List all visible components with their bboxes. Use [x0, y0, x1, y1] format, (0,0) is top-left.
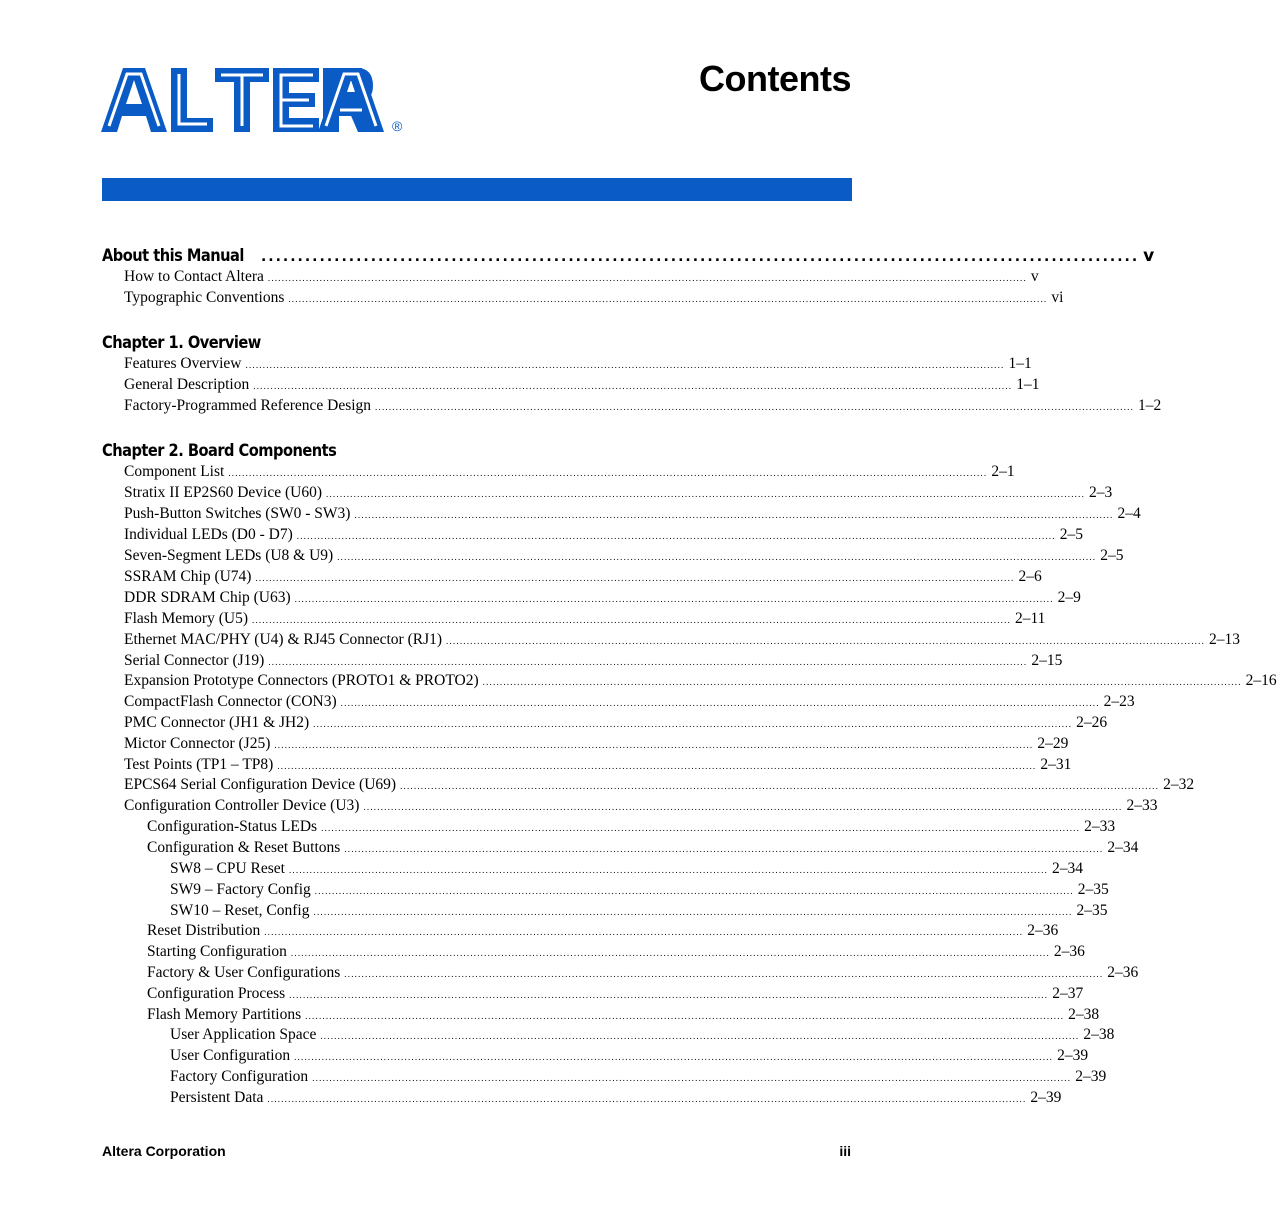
toc-entry-page: 2–35 [1077, 881, 1109, 898]
toc-entry-page: 2–39 [1030, 1089, 1062, 1106]
toc-dot-leader: ............................................................................................................................................................................................................................ [264, 927, 1024, 937]
toc-entry-page: 2–38 [1083, 1026, 1115, 1043]
toc-dot-leader: ............................................................................................................................................................................................................................ [288, 294, 1048, 304]
toc-entry-title: Configuration Process [147, 985, 286, 1002]
toc-entry[interactable] [170, 902, 1108, 923]
toc-entry[interactable] [124, 505, 1141, 526]
toc-entry[interactable] [124, 735, 1069, 756]
toc-dot-leader: ............................................................................................................................................................................................................................ [321, 823, 1081, 833]
toc-entry-page: 2–35 [1076, 902, 1108, 919]
toc-entry-page: 2–23 [1103, 693, 1135, 710]
toc-entry-title: Individual LEDs (D0 - D7) [124, 526, 293, 543]
toc-dot-leader: ............................................................................................................................................................................................................................ [267, 273, 1027, 283]
page-title: Contents [699, 58, 851, 99]
toc-entry-title: Reset Distribution [147, 922, 261, 939]
toc-entry[interactable] [147, 839, 1139, 860]
toc-dot-leader: ............................................................................................................................................................................................................................ [268, 657, 1028, 667]
toc-entry[interactable] [124, 397, 1162, 418]
toc-dot-leader: ............................................................................................................................................................................................................................ [340, 698, 1100, 708]
toc-entry[interactable] [124, 631, 1241, 652]
toc-dot-leader: ............................................................................................................................................................................................................................ [288, 865, 1048, 875]
toc-entry-page: 2–29 [1037, 735, 1069, 752]
toc-entry-title: Flash Memory (U5) [124, 610, 248, 627]
toc-dot-leader: ............................................................................................................................................................................................................................ [277, 761, 1037, 771]
toc-entry-page: 1–1 [1008, 355, 1032, 372]
toc-entry-title: Test Points (TP1 – TP8) [124, 756, 274, 773]
toc-entry-page: 2–11 [1015, 610, 1046, 627]
toc-entry-title: Chapter 1. Overview [102, 333, 261, 353]
toc-entry-page: 2–36 [1027, 922, 1059, 939]
toc-entry[interactable] [124, 797, 1158, 818]
toc-entry-page: 2–5 [1100, 547, 1124, 564]
toc-entry[interactable] [124, 756, 1072, 777]
toc-entry-page: 2–9 [1057, 589, 1081, 606]
toc-entry-page: 2–37 [1052, 985, 1084, 1002]
toc-entry[interactable] [147, 943, 1085, 964]
toc-entry-title: SW10 – Reset, Config [170, 902, 310, 919]
toc-entry[interactable] [124, 652, 1063, 673]
toc-dot-leader: ............................................................................................................................................................................................................................ [363, 802, 1123, 812]
toc-entry-title: User Application Space [170, 1026, 317, 1043]
toc-entry[interactable] [124, 589, 1081, 610]
toc-entry-title: Configuration-Status LEDs [147, 818, 318, 835]
toc-entry[interactable] [147, 818, 1116, 839]
toc-entry-title: Flash Memory Partitions [147, 1006, 302, 1023]
toc-entry-title: EPCS64 Serial Configuration Device (U69) [124, 776, 397, 793]
toc-entry-page: 1–2 [1138, 397, 1162, 414]
toc-entry-title: PMC Connector (JH1 & JH2) [124, 714, 310, 731]
toc-entry-page: 1–1 [1016, 376, 1040, 393]
toc-entry-page: 2–33 [1084, 818, 1116, 835]
toc-entry-page: 2–36 [1053, 943, 1085, 960]
toc-entry-title: Serial Connector (J19) [124, 652, 265, 669]
toc-entry-page: 2–16 [1245, 672, 1277, 689]
toc-entry[interactable] [170, 860, 1083, 881]
toc-entry[interactable] [124, 526, 1083, 547]
toc-entry[interactable] [124, 484, 1113, 505]
toc-dot-leader: ............................................................................................................................................................................................................................ [228, 468, 988, 478]
toc-entry-page: 2–32 [1163, 776, 1195, 793]
toc-entry[interactable] [124, 776, 1195, 797]
toc-dot-leader: ............................................................................................................................................................................................................................ [267, 1094, 1027, 1104]
toc-entry[interactable] [124, 610, 1046, 631]
toc-entry-page: 2–1 [991, 463, 1015, 480]
toc-dot-leader: ............................................................................................................................................................................................................................ [289, 990, 1049, 1000]
toc-dot-leader: ............................................................................................................................................................................................................................ [312, 1073, 1072, 1083]
footer-company: Altera Corporation [102, 1143, 226, 1159]
toc-entry-title: DDR SDRAM Chip (U63) [124, 589, 291, 606]
toc-dot-leader: ............................................................................................................................................................................................................................ [375, 402, 1135, 412]
toc-dot-leader: ............................................................................................................................................................................................................................ [314, 886, 1074, 896]
toc-entry-title: General Description [124, 376, 250, 393]
toc-dot-leader: ............................................................................................................................................................................................................................ [337, 552, 1097, 562]
toc-entry-page: 2–36 [1107, 964, 1139, 981]
toc-entry-title: Factory & User Configurations [147, 964, 341, 981]
toc-entry-page: 2–4 [1117, 505, 1141, 522]
toc-entry-page: 2–3 [1089, 484, 1113, 501]
toc-entry-title: Component List [124, 463, 225, 480]
toc-entry-title: SSRAM Chip (U74) [124, 568, 252, 585]
toc-dot-leader: ............................................................................................................................................................................................................................ [305, 1011, 1065, 1021]
toc-dot-leader: ............................................................................................................................................................................................................................ [326, 489, 1086, 499]
toc-dot-leader: ............................................................................................................................................................................................................................ [245, 360, 1005, 370]
toc-entry[interactable] [147, 922, 1059, 943]
toc-entry-title: Stratix II EP2S60 Device (U60) [124, 484, 323, 501]
footer-page-number: iii [839, 1143, 851, 1159]
toc-entry-title: Factory Configuration [170, 1068, 309, 1085]
toc-entry-title: Seven-Segment LEDs (U8 & U9) [124, 547, 334, 564]
toc-entry-title: Persistent Data [170, 1089, 264, 1106]
toc-entry-title: Chapter 2. Board Components [102, 441, 337, 461]
toc-entry-title: Expansion Prototype Connectors (PROTO1 & PROTO2) [124, 672, 479, 689]
toc-entry-title: Starting Configuration [147, 943, 287, 960]
toc-entry[interactable] [170, 1026, 1115, 1047]
toc-entry-title: Ethernet MAC/PHY (U4) & RJ45 Connector (RJ1) [124, 631, 443, 648]
registered-trademark: ® [392, 118, 403, 134]
toc-entry-page: 2–33 [1126, 797, 1158, 814]
toc-entry[interactable] [124, 568, 1042, 589]
toc-entry-title: CompactFlash Connector (CON3) [124, 693, 337, 710]
altera-logo-a2 [318, 66, 390, 136]
toc-entry[interactable] [170, 1089, 1062, 1110]
toc-entry[interactable] [147, 1006, 1100, 1027]
toc-entry[interactable] [124, 672, 1277, 693]
toc-dot-leader: ............................................................................................................................................................................................................................ [400, 781, 1160, 791]
toc-entry-page: v [1030, 268, 1039, 285]
toc-dot-leader: ............................................................................................................................................................................................................................ [252, 615, 1011, 625]
toc-dot-leader: ........................................................................................................................ [260, 249, 1140, 265]
toc-dot-leader: ............................................................................................................................................................................................................................ [313, 907, 1073, 917]
toc-dot-leader: ............................................................................................................................................................................................................................ [294, 594, 1054, 604]
toc-entry-page: 2–34 [1051, 860, 1083, 877]
toc-dot-leader: ............................................................................................................................................................................................................................ [296, 531, 1056, 541]
toc-entry-page: 2–38 [1068, 1006, 1100, 1023]
toc-entry-page: 2–34 [1107, 839, 1139, 856]
toc-dot-leader: ............................................................................................................................................................................................................................ [446, 636, 1206, 646]
toc-entry-page: 2–31 [1040, 756, 1072, 773]
toc-entry-title: SW8 – CPU Reset [170, 860, 285, 877]
toc-entry-title: Factory-Programmed Reference Design [124, 397, 372, 414]
toc-entry-page: 2–13 [1209, 631, 1241, 648]
toc-entry-page: 2–6 [1018, 568, 1042, 585]
toc-entry[interactable] [124, 268, 1039, 289]
toc-entry-page: 2–39 [1057, 1047, 1089, 1064]
toc-entry-page: 2–26 [1076, 714, 1108, 731]
toc-dot-leader: ............................................................................................................................................................................................................................ [294, 1052, 1054, 1062]
toc-entry[interactable] [124, 693, 1135, 714]
toc-entry[interactable] [124, 289, 1064, 310]
toc-entry-page: vi [1051, 289, 1064, 306]
toc-entry-title: SW9 – Factory Config [170, 881, 311, 898]
toc-dot-leader: ............................................................................................................................................................................................................................ [274, 740, 1034, 750]
toc-entry-title: About this Manual [102, 246, 244, 266]
toc-entry-title: Configuration & Reset Buttons [147, 839, 341, 856]
toc-dot-leader: ............................................................................................................................................................................................................................ [344, 844, 1104, 854]
toc-dot-leader: ............................................................................................................................................................................................................................ [253, 381, 1013, 391]
toc-entry-page: 2–5 [1059, 526, 1083, 543]
toc-entry[interactable] [170, 1047, 1089, 1068]
toc-dot-leader: ............................................................................................................................................................................................................................ [255, 573, 1015, 583]
toc-entry-title: Configuration Controller Device (U3) [124, 797, 360, 814]
toc-dot-leader: ............................................................................................................................................................................................................................ [344, 969, 1104, 979]
toc-entry-page: v [1143, 246, 1154, 266]
toc-dot-leader: ............................................................................................................................................................................................................................ [320, 1031, 1080, 1041]
toc-entry[interactable] [147, 985, 1084, 1006]
toc-entry[interactable] [170, 1068, 1107, 1089]
toc-entry-page: 2–39 [1075, 1068, 1107, 1085]
toc-entry[interactable] [170, 881, 1109, 902]
toc-entry-title: Push-Button Switches (SW0 - SW3) [124, 505, 351, 522]
toc-entry[interactable] [124, 376, 1040, 397]
toc-dot-leader: ............................................................................................................................................................................................................................ [290, 948, 1050, 958]
title-rule-bar [102, 178, 852, 201]
toc-entry[interactable] [124, 355, 1032, 376]
toc-entry-title: User Configuration [170, 1047, 291, 1064]
toc-entry[interactable] [124, 463, 1015, 484]
toc-dot-leader: ............................................................................................................................................................................................................................ [482, 677, 1242, 687]
toc-entry-title: Features Overview [124, 355, 242, 372]
toc-entry[interactable] [124, 714, 1108, 735]
toc-entry[interactable] [147, 964, 1139, 985]
toc-dot-leader: ............................................................................................................................................................................................................................ [313, 719, 1073, 729]
toc-entry-title: How to Contact Altera [124, 268, 264, 285]
toc-entry-title: Mictor Connector (J25) [124, 735, 271, 752]
toc-entry-title: Typographic Conventions [124, 289, 285, 306]
toc-entry[interactable] [124, 547, 1124, 568]
toc-entry-page: 2–15 [1031, 652, 1063, 669]
toc-dot-leader: ............................................................................................................................................................................................................................ [354, 510, 1114, 520]
